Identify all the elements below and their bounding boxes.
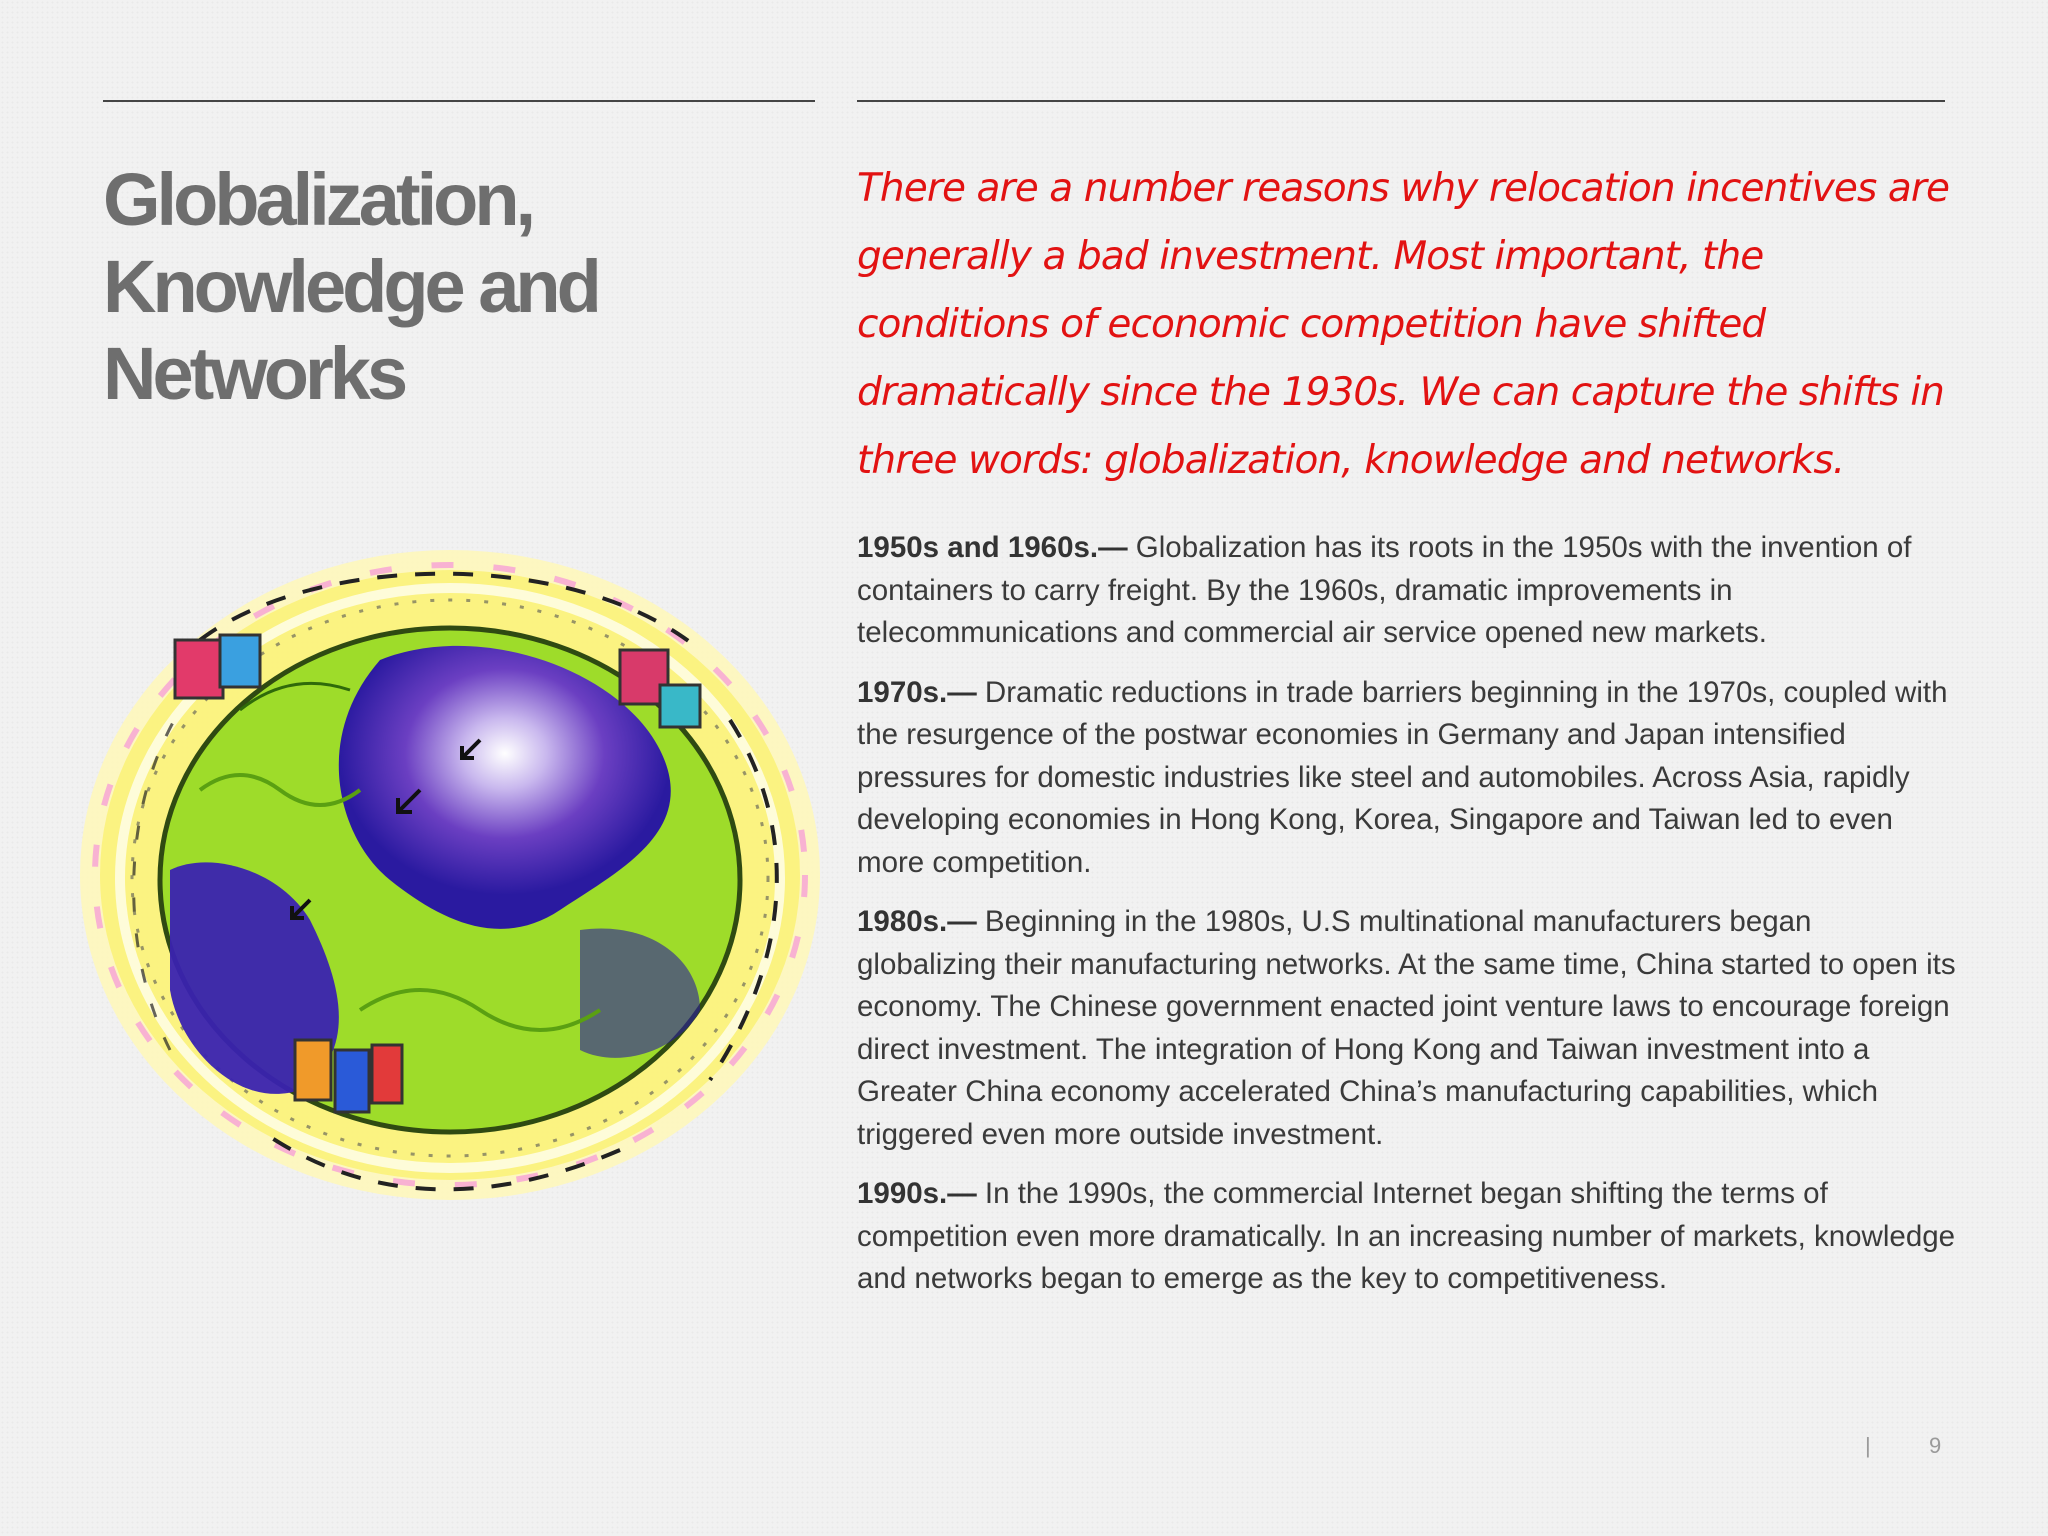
title-line: Networks — [103, 332, 405, 415]
section-paragraph — [857, 672, 1957, 885]
top-rule-right — [857, 100, 1945, 102]
section-heading: 1970s.— — [857, 675, 977, 709]
section-body: Beginning in the 1980s, U.S multinational manufacturers began globalizing their manufacturing networks. At the same time, China started to open its economy. The Chinese government enacted joint venture laws to encourage foreign direct investment. The integration of Hong Kong and Taiwan investment into a Greater China economy accelerated China’s manufacturing capabilities, which triggered even more outside investment. — [857, 905, 1956, 1151]
globe-drawing-icon — [60, 490, 840, 1220]
section-paragraph — [857, 1173, 1957, 1301]
section-heading: 1980s.— — [857, 905, 977, 938]
title-line: Knowledge and — [103, 245, 598, 328]
title-line: Globalization, — [103, 158, 533, 241]
pull-quote: There are a number reasons why relocation incentives are generally a bad investment. Most important, the conditions of economic competition have shifted dramatically since the 1930s. We can capture the shifts in three words: globalization, knowledge and networks. — [857, 166, 1950, 483]
section-paragraph — [857, 901, 1957, 1156]
section-heading: 1950s and 1960s.— — [857, 531, 1128, 564]
section-heading: 1990s.— — [857, 1177, 977, 1210]
section-body: Globalization has its roots in the 1950s with the invention of containers to carry freight. By the 1960s, dramatic improvements in telecommunications and commercial air service opened new markets. — [857, 531, 1912, 649]
section-body: In the 1990s, the commercial Internet began shifting the terms of competition even more dramatically. In an increasing number of markets, knowledge and networks began to emerge as the key to competitiveness. — [857, 1177, 1956, 1295]
section-body: Dramatic reductions in trade barriers beginning in the 1970s, coupled with the resurgence of the postwar economies in Germany and Japan intensified pressures for domestic industries like steel and automobiles. Across Asia, rapidly developing economies in Hong Kong, Korea, Singapore and Taiwan led to even more competition. — [857, 675, 1948, 879]
page-number: 9 — [1929, 1433, 1942, 1458]
top-rule-left — [103, 100, 815, 102]
footer-separator: | — [1865, 1433, 1871, 1458]
section-paragraph — [857, 527, 1957, 655]
slide-title — [103, 156, 723, 417]
timeline-text — [857, 527, 1957, 1318]
